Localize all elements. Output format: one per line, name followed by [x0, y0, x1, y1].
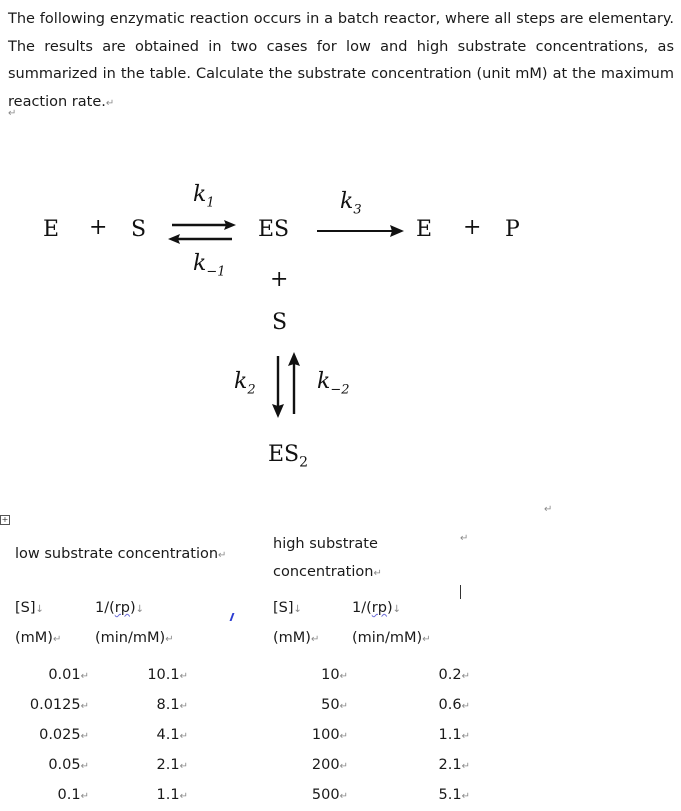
table-cell: 1.1↵: [438, 727, 470, 743]
species-es: ES: [258, 217, 290, 242]
table-cell: 0.05↵: [48, 757, 89, 773]
high-col-rate-header: 1/(rp)↓ (min/mM)↵: [352, 600, 431, 646]
problem-text: The following enzymatic reaction occurs in a batch reactor, where all steps are elementary. The results are obtained in two cases for low and high substrate concentrations, as summarized in the table. Calculate the substrate concentration (unit mM) at the maximum reaction rate.: [8, 11, 674, 110]
table-cell: 5.1↵: [438, 787, 470, 803]
rate-constant-k2: $k_2$: [234, 369, 256, 398]
forward-arrow-k3: [317, 225, 404, 237]
species-e: E: [43, 217, 60, 242]
table-cell: 100↵: [311, 727, 348, 743]
rate-constant-k-1: $k_{-1}$: [193, 251, 226, 280]
rate-constant-k3: $k_3$: [340, 189, 362, 218]
table-cell: 0.025↵: [39, 727, 89, 743]
plus-sign-2: +: [463, 215, 482, 240]
rate-constant-k-2: $k_{-2}$: [317, 369, 350, 398]
equilibrium-arrow-1: [168, 220, 236, 244]
table-cell: 50↵: [321, 697, 348, 713]
stray-ink-mark: [230, 613, 235, 621]
table-cell: 4.1↵: [156, 727, 188, 743]
high-col-s-header: [S]↓ (mM)↵: [273, 600, 320, 646]
text-cursor: [460, 585, 461, 599]
table-cell: 500↵: [311, 787, 348, 803]
high-table-title: high substrate concentration↵: [273, 536, 382, 580]
species-es2: $ES_2$: [268, 442, 309, 471]
low-col-rate-header: 1/(rp)↓ (min/mM)↵: [95, 600, 174, 646]
high-col-s-values: [280, 661, 348, 811]
equilibrium-arrow-2: [272, 352, 300, 418]
table-cell: 0.2↵: [438, 667, 470, 683]
empty-paragraph-mark: ↵: [8, 108, 17, 119]
table-cell: 8.1↵: [156, 697, 188, 713]
low-table-title: low substrate concentration↵: [15, 546, 227, 562]
species-s-2: S: [272, 310, 288, 335]
cell-end-mark: ↵: [544, 504, 553, 515]
table-cell: 0.6↵: [438, 697, 470, 713]
plus-sign: +: [89, 215, 108, 240]
paragraph-mark: ↵: [105, 97, 115, 109]
high-col-rate-values: [380, 661, 470, 811]
table-cell: 0.1↵: [57, 787, 89, 803]
table-cell: 200↵: [311, 757, 348, 773]
table-cell: 0.01↵: [48, 667, 89, 683]
table-cell: 2.1↵: [438, 757, 470, 773]
cell-end-mark: ↵: [460, 533, 469, 544]
species-e-product: E: [416, 217, 433, 242]
plus-sign-3: +: [270, 267, 289, 292]
table-move-handle[interactable]: +: [1, 515, 9, 524]
species-p: P: [505, 217, 520, 242]
table-cell: 10.1↵: [147, 667, 188, 683]
table-cell: 10↵: [321, 667, 348, 683]
low-col-rate-values: [110, 661, 188, 811]
low-col-s-header: [S]↓ (mM)↵: [15, 600, 62, 646]
table-cell: 0.0125↵: [29, 697, 89, 713]
rate-constant-k1: $k_1$: [193, 182, 215, 211]
table-cell: 2.1↵: [156, 757, 188, 773]
low-col-s-values: [14, 661, 89, 811]
table-cell: 1.1↵: [156, 787, 188, 803]
species-s: S: [131, 217, 147, 242]
